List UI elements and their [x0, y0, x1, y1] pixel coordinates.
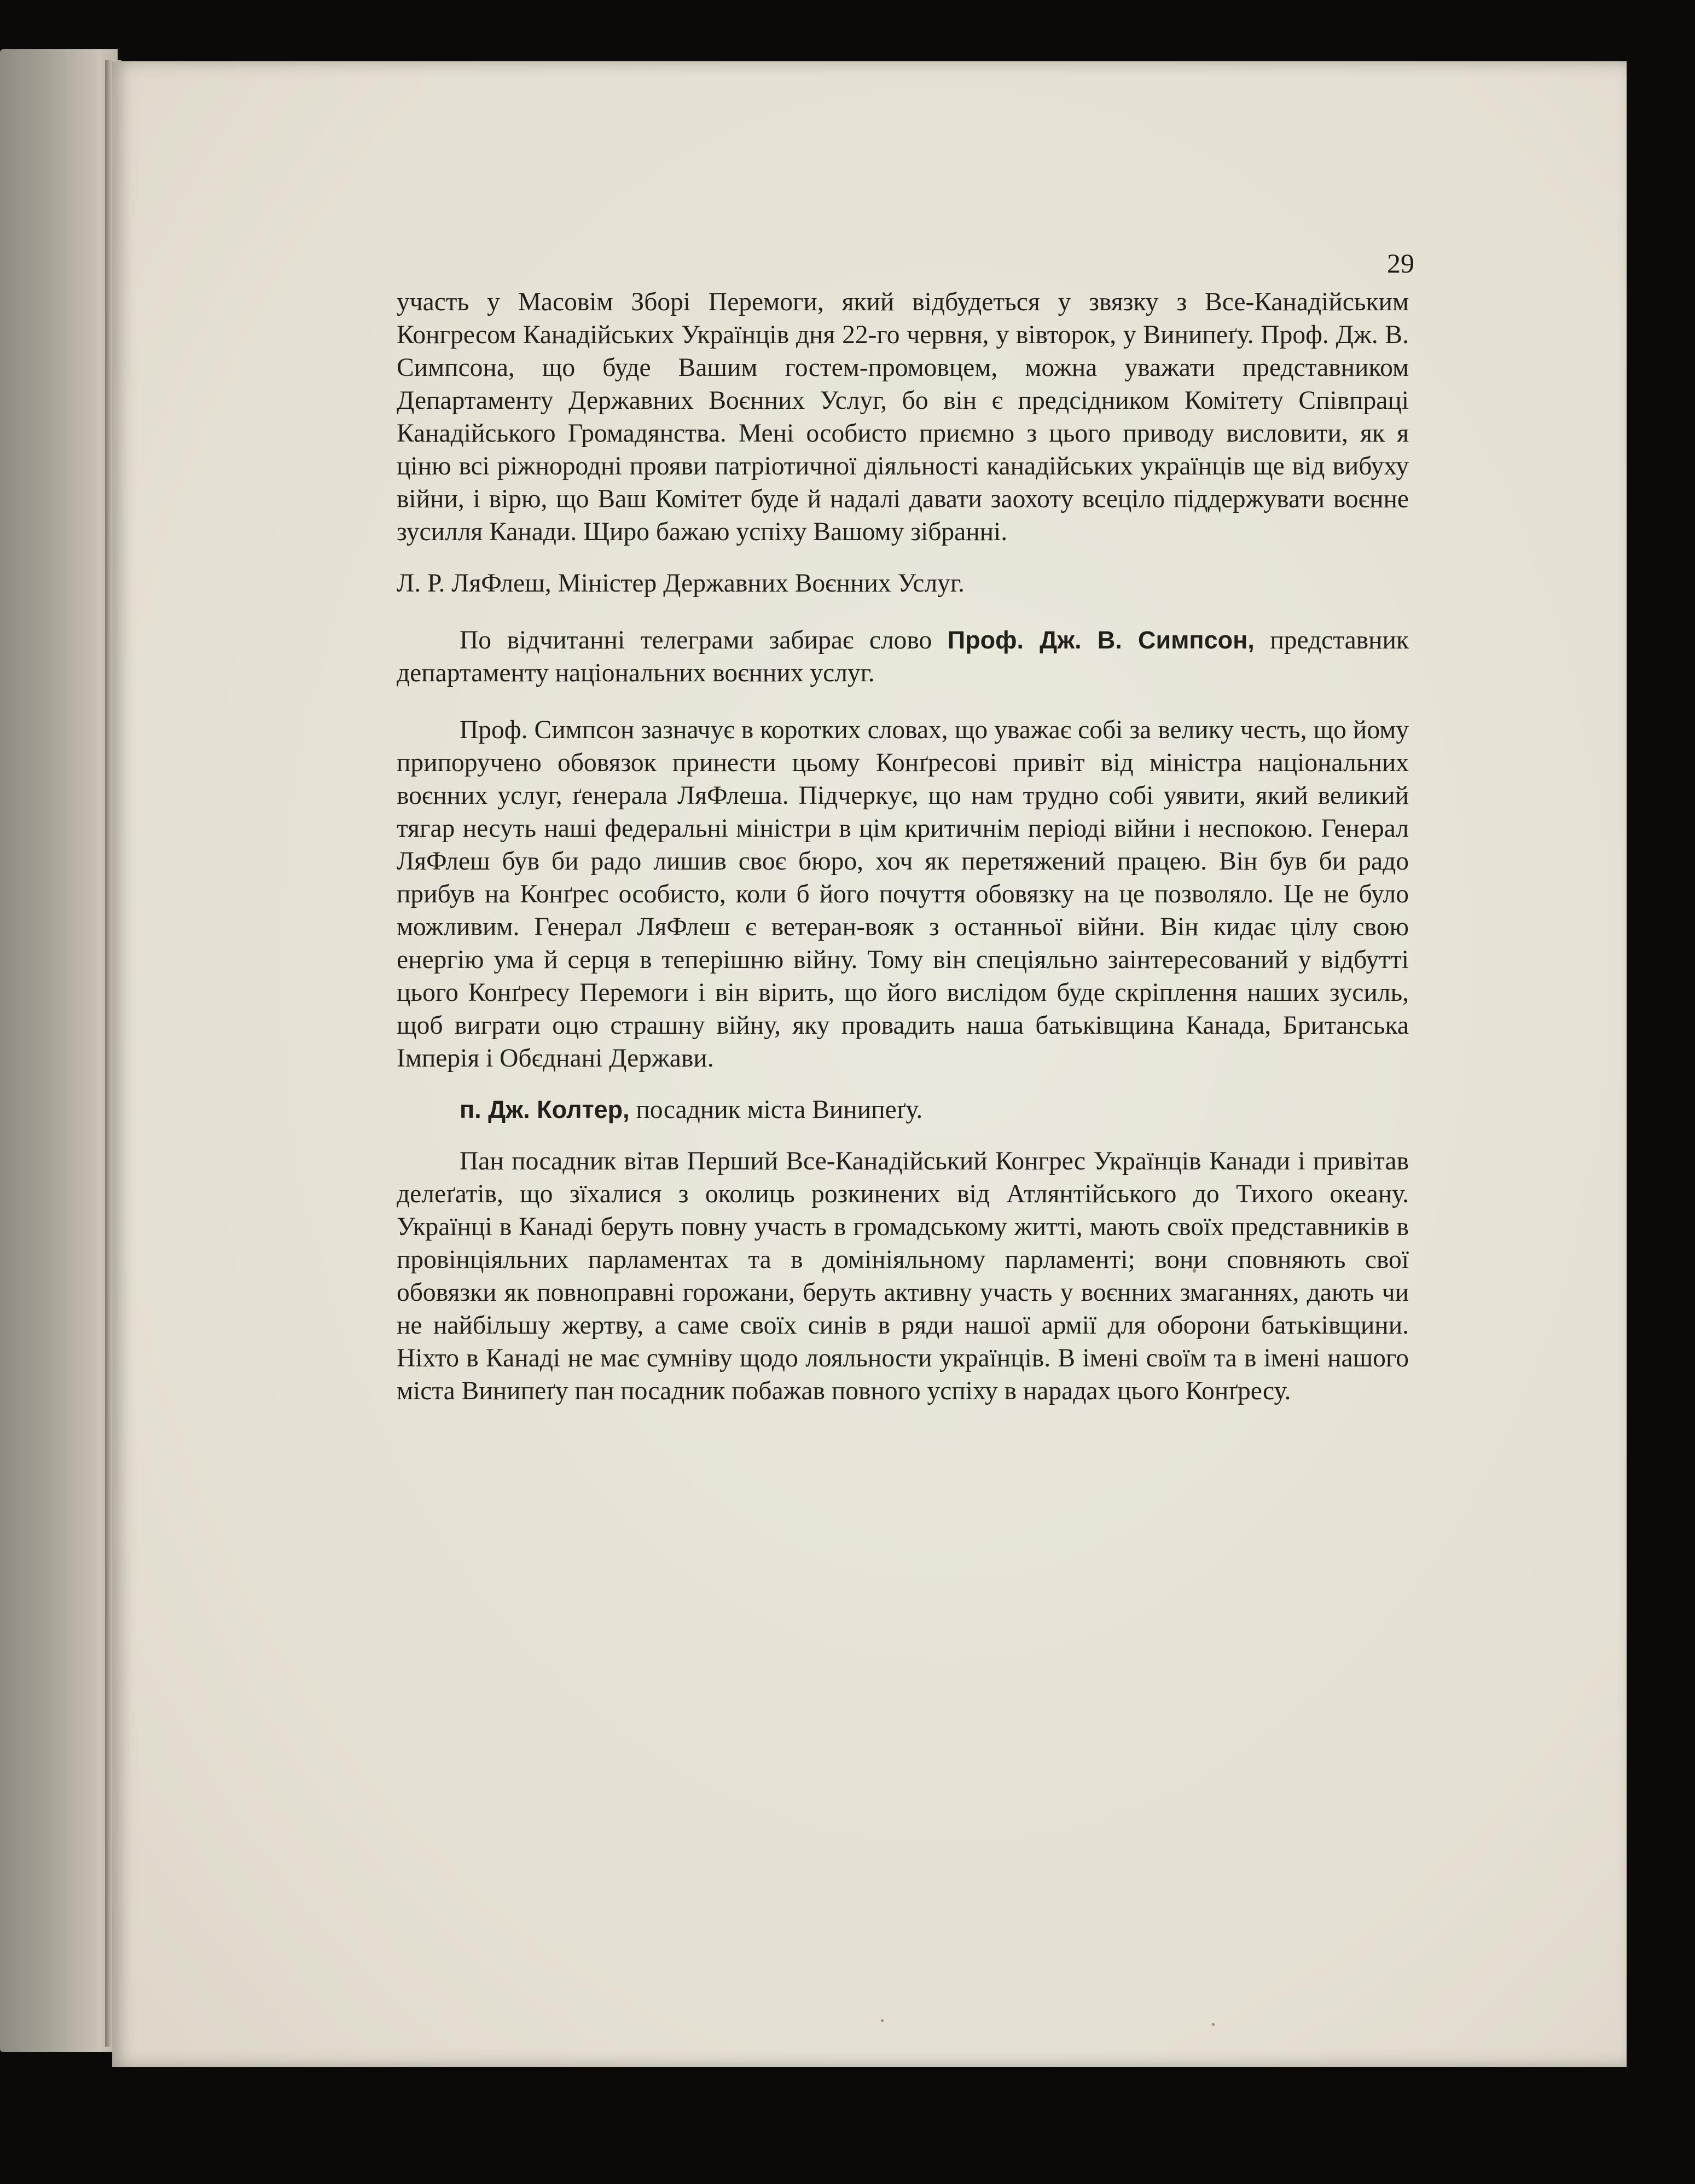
speaker-role-coulter: посадник міста Винипеґу. — [636, 1096, 923, 1124]
paragraph-coulter-intro — [397, 1093, 1409, 1126]
page-body — [397, 286, 1409, 1407]
speaker-name-simpson: Проф. Дж. В. Симпсон, — [947, 626, 1255, 654]
intro-text: По відчитанні телеграми забирає слово — [460, 626, 932, 654]
speaker-name-coulter: п. Дж. Колтер, — [460, 1096, 630, 1123]
left-page-edge — [0, 49, 118, 2052]
paragraph-simpson-speech: Проф. Симпсон зазначує в коротких словах, що уважає собі за велику честь, що йому припоручено обовязок принести цьому Конґресові привіт від міністра національних воєнних услуг, ґенерала ЛяФлеша. Підчеркує, що нам трудно собі уявити, який великий тягар несуть наші федеральні міністри в цім критичнім періоді війни і неспокою. Генерал ЛяФлеш був би радо лишив своє бюро, хоч як перетяжений працею. Він був би радо прибув на Конґрес особисто, коли б його почуття обовязку на це позволяло. Це не було можливим. Генерал ЛяФлеш є ветеран-вояк з останньої війни. Він кидає цілу свою енергію ума й серця в теперішню війну. Тому він спеціяльно заінтересований у відбутті цього Конґресу Перемоги і він вірить, що його вислідом буде скріплення наших зусиль, щоб виграти оцю страшну війну, яку провадить наша батьківщина Канада, Британська Імперія і Обєднані Держави. — [397, 716, 1409, 1073]
paragraph-telegram-body: участь у Масовім Зборі Перемоги, який відбудеться у звязку з Все-Канадійським Конгресом Канадійських Українців дня 22-го червня, у вівторок, у Винипеґу. Проф. Дж. В. Симпсона, що буде Вашим гостем-промовцем, можна уважати представником Департаменту Державних Воєнних Услуг, бо він є предсідником Комітету Співпраці Канадійського Громадянства. Мені особисто приємно з цього приводу висловити, як я ціню всі ріжнородні прояви патріотичної діяльності канадійських українців ще від вибуху війни, і вірю, що Ваш Комітет буде й надалі давати заохоту всеціло піддержувати воєнне зусилля Канади. Щиро бажаю успіху Вашому зібранні. — [397, 288, 1409, 546]
signature-lafleche: Л. Р. ЛяФлеш, Міністер Державних Воєнних Услуг. — [397, 569, 965, 598]
paragraph-mayor-speech: Пан посадник вітав Перший Все-Канадійський Конгрес Українців Канади і привітав делеґатів, що зїхалися з околиць розкинених від Атлянтійського до Тихого океану. Українці в Канаді беруть повну участь в громадському житті, мають своїх представників в провінціяльних парламентах та в домініяльному парламенті; вони сповняють свої обовязки як повноправні горожани, беруть активну участь у воєнних змаганнях, дають чи не найбільшу жертву, а саме своїх синів в ряди нашої армії для оборони батьківщини. Ніхто в Канаді не має сумніву щодо лояльности українців. В імені своїм та в імені нашого міста Винипеґу пан посадник побажав повного успіху в нарадах цього Конґресу. — [397, 1147, 1409, 1405]
speaker-role-simpson: представник департаменту національних воєнних услуг. — [397, 626, 1409, 687]
paper-speck — [1212, 2023, 1215, 2026]
paragraph-simpson-intro — [397, 624, 1409, 690]
page-number: 29 — [1387, 248, 1414, 279]
paper-speck — [881, 2019, 884, 2022]
